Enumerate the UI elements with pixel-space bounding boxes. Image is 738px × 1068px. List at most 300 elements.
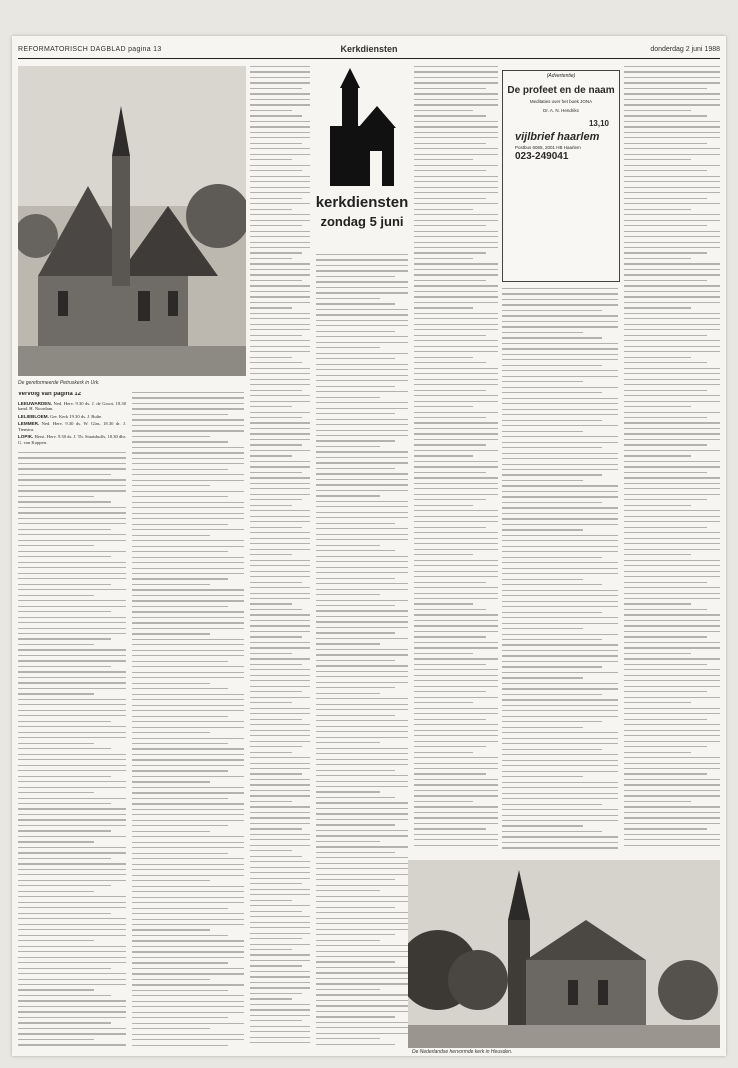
text-line <box>18 776 111 777</box>
text-line <box>18 556 111 557</box>
text-line <box>132 655 244 656</box>
text-line <box>502 623 618 624</box>
text-line <box>414 313 498 314</box>
text-line <box>414 549 498 550</box>
text-line <box>624 340 720 341</box>
text-line <box>502 568 618 569</box>
text-line <box>250 719 302 720</box>
text-line <box>250 763 310 764</box>
text-line <box>250 587 310 588</box>
text-line <box>316 1027 408 1028</box>
column-7 <box>624 66 720 856</box>
text-line <box>250 752 292 753</box>
text-line <box>250 428 310 429</box>
text-line <box>624 752 691 753</box>
text-line <box>250 488 310 489</box>
text-line <box>18 600 126 601</box>
text-line <box>624 713 720 714</box>
text-line <box>250 510 310 511</box>
col7-text-lines <box>624 66 720 850</box>
text-line <box>18 726 126 727</box>
text-line <box>414 516 498 517</box>
text-line <box>250 944 310 945</box>
text-line <box>250 357 292 358</box>
logo-title: kerkdiensten <box>315 194 409 211</box>
text-line <box>414 93 498 94</box>
text-line <box>250 845 310 846</box>
text-line <box>414 642 498 643</box>
text-line <box>502 348 618 349</box>
text-line <box>502 507 618 508</box>
text-line <box>250 373 310 374</box>
text-line <box>250 368 310 369</box>
text-line <box>250 560 310 561</box>
text-line <box>250 647 310 648</box>
text-line <box>624 263 720 264</box>
text-line <box>316 748 408 749</box>
text-line <box>250 702 292 703</box>
text-line <box>132 425 244 426</box>
text-line <box>624 121 720 122</box>
text-line <box>414 302 498 303</box>
text-line <box>316 419 408 420</box>
text-line <box>414 461 498 462</box>
text-line <box>316 632 395 633</box>
text-line <box>624 324 720 325</box>
col1-entry-2-name: LELIEBLOEM. <box>18 413 49 419</box>
text-line <box>624 598 720 599</box>
text-line <box>414 126 498 127</box>
text-line <box>624 697 720 698</box>
text-line <box>18 852 126 853</box>
text-line <box>502 694 602 695</box>
text-line <box>132 414 228 415</box>
text-line <box>624 730 720 731</box>
text-line <box>250 784 310 785</box>
text-line <box>414 664 486 665</box>
text-line <box>624 664 707 665</box>
text-line <box>250 576 310 577</box>
text-line <box>502 299 618 300</box>
text-line <box>250 335 302 336</box>
text-line <box>624 516 720 517</box>
text-line <box>414 340 498 341</box>
text-line <box>414 368 498 369</box>
text-line <box>502 436 618 437</box>
church-photo-1-image <box>18 66 246 376</box>
text-line <box>624 203 720 204</box>
text-line <box>18 989 94 990</box>
text-line <box>624 225 707 226</box>
text-line <box>316 951 408 952</box>
text-line <box>132 430 244 431</box>
text-line <box>250 88 302 89</box>
text-line <box>502 825 583 826</box>
text-line <box>18 830 111 831</box>
text-line <box>250 66 310 67</box>
text-line <box>132 677 244 678</box>
text-line <box>250 220 310 221</box>
text-line <box>132 617 244 618</box>
text-line <box>414 773 486 774</box>
text-line <box>250 532 310 533</box>
text-line <box>624 148 720 149</box>
text-line <box>18 885 111 886</box>
text-line <box>250 538 310 539</box>
text-line <box>316 353 408 354</box>
text-line <box>250 982 310 983</box>
text-line <box>132 842 244 843</box>
text-line <box>316 764 408 765</box>
text-line <box>624 335 707 336</box>
text-line <box>132 546 244 547</box>
text-line <box>414 614 498 615</box>
text-line <box>316 698 408 699</box>
text-line <box>624 187 720 188</box>
text-line <box>624 154 720 155</box>
text-line <box>132 803 244 804</box>
text-line <box>18 814 126 815</box>
text-line <box>18 479 126 480</box>
text-line <box>316 956 408 957</box>
text-line <box>502 447 602 448</box>
text-line <box>502 639 602 640</box>
text-line <box>624 379 720 380</box>
text-line <box>316 259 408 260</box>
text-line <box>502 337 602 338</box>
text-line <box>132 568 244 569</box>
text-line <box>624 823 720 824</box>
text-line <box>132 748 244 749</box>
text-line <box>624 669 720 670</box>
text-line <box>18 754 126 755</box>
text-line <box>132 716 228 717</box>
text-line <box>132 891 244 892</box>
text-line <box>316 781 408 782</box>
text-line <box>624 614 720 615</box>
text-line <box>414 477 498 478</box>
text-line <box>250 159 292 160</box>
text-line <box>502 431 583 432</box>
text-line <box>624 554 691 555</box>
text-line <box>316 682 408 683</box>
text-line <box>414 324 498 325</box>
text-line <box>316 901 408 902</box>
text-line <box>624 741 720 742</box>
text-line <box>502 524 618 525</box>
text-line <box>18 649 126 650</box>
text-line <box>624 302 720 303</box>
text-line <box>624 494 720 495</box>
text-line <box>624 209 691 210</box>
text-line <box>132 507 244 508</box>
text-line <box>414 373 498 374</box>
text-line <box>624 565 720 566</box>
text-line <box>414 708 498 709</box>
text-line <box>624 812 720 813</box>
text-line <box>250 214 310 215</box>
text-line <box>132 452 244 453</box>
text-line <box>624 231 720 232</box>
text-line <box>414 412 498 413</box>
text-line <box>624 285 720 286</box>
text-line <box>624 576 720 577</box>
text-line <box>316 676 408 677</box>
text-line <box>624 532 720 533</box>
text-line <box>132 699 244 700</box>
text-line <box>502 710 618 711</box>
text-line <box>624 806 720 807</box>
text-line <box>250 614 310 615</box>
text-line <box>316 665 408 666</box>
text-line <box>316 813 408 814</box>
text-line <box>250 263 310 264</box>
text-line <box>316 819 408 820</box>
text-line <box>18 1039 94 1040</box>
text-line <box>316 473 408 474</box>
text-line <box>250 318 310 319</box>
text-line <box>250 324 310 325</box>
text-line <box>132 820 244 821</box>
text-line <box>502 804 602 805</box>
text-line <box>250 922 310 923</box>
col1-entry-3 <box>18 421 126 432</box>
text-line <box>18 622 126 623</box>
col3-text-lines <box>250 66 310 1048</box>
text-line <box>250 1004 310 1005</box>
text-line <box>132 1039 244 1040</box>
text-line <box>502 809 618 810</box>
text-line <box>132 929 210 930</box>
text-line <box>502 288 618 289</box>
text-line <box>624 280 707 281</box>
text-line <box>316 687 395 688</box>
text-line <box>624 642 720 643</box>
text-line <box>316 983 408 984</box>
text-line <box>624 422 720 423</box>
text-line <box>624 93 720 94</box>
text-line <box>132 1017 228 1018</box>
text-line <box>414 439 498 440</box>
text-line <box>250 93 310 94</box>
text-line <box>624 99 720 100</box>
text-line <box>18 946 126 947</box>
text-line <box>316 704 408 705</box>
text-line <box>624 390 707 391</box>
text-line <box>132 897 244 898</box>
text-line <box>250 181 310 182</box>
text-line <box>316 978 408 979</box>
text-line <box>316 254 408 255</box>
text-line <box>502 650 618 651</box>
text-line <box>624 631 720 632</box>
text-line <box>250 938 302 939</box>
text-line <box>502 776 583 777</box>
text-line <box>132 765 244 766</box>
text-line <box>18 655 126 656</box>
text-line <box>250 757 310 758</box>
text-line <box>316 303 395 304</box>
text-line <box>316 342 408 343</box>
text-line <box>502 771 618 772</box>
text-line <box>132 721 244 722</box>
text-line <box>132 770 228 771</box>
text-line <box>132 792 244 793</box>
text-line <box>624 88 707 89</box>
text-line <box>414 346 498 347</box>
text-line <box>624 198 707 199</box>
text-line <box>250 247 310 248</box>
text-line <box>132 589 244 590</box>
text-line <box>502 617 618 618</box>
text-line <box>624 461 720 462</box>
text-line <box>624 143 707 144</box>
text-line <box>624 176 720 177</box>
text-line <box>414 104 498 105</box>
text-line <box>624 428 720 429</box>
text-line <box>132 622 244 623</box>
text-line <box>624 159 691 160</box>
text-line <box>502 518 618 519</box>
text-line <box>132 902 244 903</box>
text-line <box>624 488 720 489</box>
text-line <box>250 658 310 659</box>
text-line <box>502 590 618 591</box>
text-line <box>316 523 395 524</box>
text-line <box>250 252 302 253</box>
text-line <box>316 578 395 579</box>
text-line <box>132 990 228 991</box>
page-header <box>18 42 720 59</box>
text-line <box>132 776 244 777</box>
text-line <box>624 521 720 522</box>
text-line <box>624 691 707 692</box>
text-line <box>414 214 498 215</box>
text-line <box>414 499 486 500</box>
text-line <box>414 82 498 83</box>
text-line <box>132 584 210 585</box>
text-line <box>624 357 691 358</box>
text-line <box>316 512 408 513</box>
text-line <box>502 491 618 492</box>
text-line <box>414 806 498 807</box>
text-line <box>132 644 244 645</box>
text-line <box>132 524 228 525</box>
text-line <box>250 598 310 599</box>
text-line <box>502 315 618 316</box>
text-line <box>624 757 720 758</box>
text-line <box>316 852 395 853</box>
text-line <box>502 716 618 717</box>
text-line <box>18 825 126 826</box>
text-line <box>18 770 126 771</box>
kerkdiensten-logo <box>312 66 412 246</box>
text-line <box>18 457 126 458</box>
text-line <box>132 441 228 442</box>
text-line <box>624 686 720 687</box>
text-line <box>502 749 602 750</box>
text-line <box>624 505 691 506</box>
text-line <box>250 527 302 528</box>
text-line <box>316 358 395 359</box>
text-line <box>624 247 720 248</box>
text-line <box>624 406 691 407</box>
text-line <box>132 485 210 486</box>
text-line <box>250 779 310 780</box>
text-line <box>316 331 395 332</box>
text-line <box>316 731 408 732</box>
text-line <box>414 576 498 577</box>
text-line <box>250 258 292 259</box>
text-line <box>502 732 618 733</box>
text-line <box>414 653 473 654</box>
text-line <box>18 940 94 941</box>
text-line <box>316 501 408 502</box>
text-line <box>132 710 244 711</box>
text-line <box>18 501 111 502</box>
text-line <box>624 395 720 396</box>
text-line <box>502 727 583 728</box>
text-line <box>18 957 126 958</box>
text-line <box>316 770 395 771</box>
text-line <box>18 715 126 716</box>
text-line <box>624 412 720 413</box>
text-line <box>316 506 408 507</box>
text-line <box>624 236 720 237</box>
text-line <box>316 627 408 628</box>
text-line <box>624 346 720 347</box>
text-line <box>132 869 244 870</box>
text-line <box>414 455 473 456</box>
text-line <box>18 765 126 766</box>
text-line <box>18 633 126 634</box>
column-4 <box>316 254 408 1052</box>
text-line <box>414 609 486 610</box>
text-line <box>250 971 310 972</box>
ad-subtitle: Meditaties over het boek JONA <box>529 99 593 104</box>
text-line <box>132 408 244 409</box>
text-line <box>624 499 707 500</box>
text-line <box>502 688 618 689</box>
text-line <box>502 458 618 459</box>
text-line <box>316 907 395 908</box>
text-line <box>250 203 310 204</box>
text-line <box>132 633 210 634</box>
text-line <box>502 634 618 635</box>
text-line <box>316 863 408 864</box>
text-line <box>316 890 380 891</box>
text-line <box>18 485 126 486</box>
text-line <box>18 512 126 513</box>
text-line <box>624 307 691 308</box>
text-line <box>414 198 486 199</box>
text-line <box>250 1031 310 1032</box>
text-line <box>132 935 228 936</box>
text-line <box>624 82 720 83</box>
text-line <box>414 466 498 467</box>
text-line <box>624 543 720 544</box>
text-line <box>414 730 498 731</box>
text-line <box>414 318 498 319</box>
text-line <box>316 868 408 869</box>
text-line <box>624 483 720 484</box>
text-line <box>316 265 408 266</box>
text-line <box>250 176 310 177</box>
text-line <box>250 746 302 747</box>
text-line <box>132 683 210 684</box>
text-line <box>624 466 720 467</box>
text-line <box>624 66 720 67</box>
